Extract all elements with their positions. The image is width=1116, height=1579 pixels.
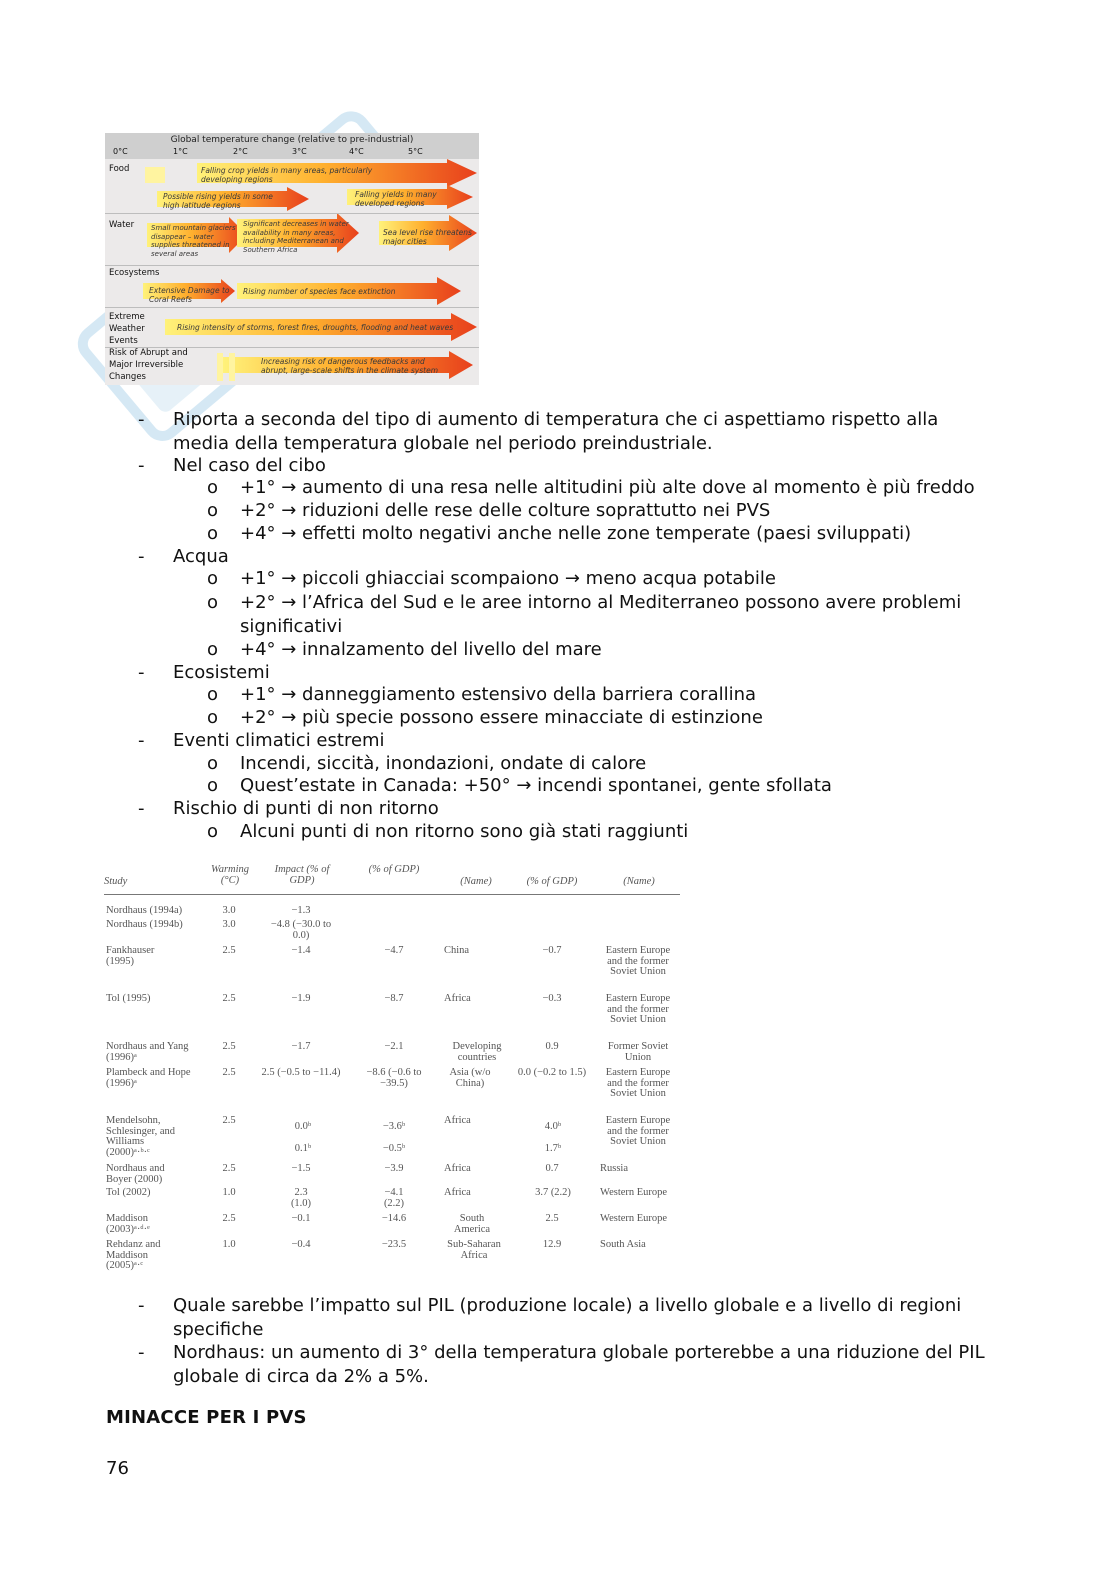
bullet-text: Quale sarebbe l’impatto sul PIL (produzione locale) a livello globale e a livello di regioni specifiche bbox=[173, 1295, 962, 1340]
bullet-text: Nel caso del cibo bbox=[173, 455, 326, 476]
cell-worst-pct: −8.6 (−0.6 to −39.5) bbox=[366, 1067, 422, 1089]
cell-impact: −1.7 bbox=[291, 1041, 311, 1052]
cell-worst-name: Africa bbox=[444, 1115, 471, 1126]
sub-bullet-text: Alcuni punti di non ritorno sono già stati raggiunti bbox=[240, 821, 689, 842]
bullet-marker: - bbox=[138, 798, 145, 819]
cell-warming: 2.5 bbox=[222, 1041, 236, 1052]
cell-impact: −0.1 bbox=[291, 1213, 311, 1224]
row-label-water: Water bbox=[109, 220, 135, 230]
cell-best-name: Western Europe bbox=[600, 1187, 668, 1198]
sub-bullet-text: +1° → piccoli ghiacciai scompaiono → meno acqua potabile bbox=[240, 568, 776, 589]
cell-worst-pct: −8.7 bbox=[384, 993, 404, 1004]
cell-warming: 1.0 bbox=[222, 1187, 236, 1198]
col-header-best-name: (Name) bbox=[623, 876, 655, 887]
row-label-extreme: Weather bbox=[109, 324, 145, 334]
bullet-text: Acqua bbox=[173, 546, 229, 567]
arrow-text: Rising number of species face extinction bbox=[243, 287, 396, 296]
gdp-impact-table bbox=[104, 862, 680, 1272]
sub-bullet-marker: o bbox=[207, 753, 219, 774]
cell-worst-name: China bbox=[444, 945, 470, 956]
cell-impact: −1.3 bbox=[291, 905, 311, 916]
cell-best-name: Former Soviet Union bbox=[607, 1041, 669, 1063]
cell-warming: 3.0 bbox=[222, 905, 236, 916]
cell-best-name: South Asia bbox=[600, 1239, 646, 1250]
sub-bullet-marker: o bbox=[207, 523, 219, 544]
cell-study: Plambeck and Hope (1996)ᵃ bbox=[106, 1067, 191, 1089]
cell-study: Nordhaus and Yang (1996)ᵃ bbox=[106, 1041, 189, 1063]
cell-warming: 1.0 bbox=[222, 1239, 236, 1250]
sub-bullet-marker: o bbox=[207, 684, 219, 705]
arrow bbox=[217, 353, 223, 381]
tick-label: 1°C bbox=[173, 147, 188, 156]
cell-best-pct: −0.3 bbox=[542, 993, 562, 1004]
arrow-text: Small mountain glaciers disappear – water supplies threatened in several areas bbox=[151, 224, 236, 258]
cell-worst-name: Africa bbox=[444, 1187, 471, 1198]
arrow-text: Falling crop yields in many areas, particularly developing regions bbox=[201, 166, 373, 184]
bullet-marker: - bbox=[138, 662, 145, 683]
arrow bbox=[145, 167, 165, 183]
cell-best-pct: 0.9 bbox=[545, 1041, 559, 1052]
sub-bullet-text: +2° → l’Africa del Sud e le aree intorno al Mediterraneo possono avere problemi significativi bbox=[240, 592, 962, 637]
cell-study: Maddison (2003)ᵃ·ᵈ·ᵉ bbox=[106, 1213, 150, 1235]
row-label-ecosystems: Ecosystems bbox=[109, 268, 160, 278]
cell-worst-pct: −23.5 bbox=[381, 1239, 407, 1250]
band-separator bbox=[105, 265, 479, 266]
cell-best-pct: 3.7 (2.2) bbox=[535, 1187, 571, 1198]
arrow-text: Increasing risk of dangerous feedbacks and abrupt, large-scale shifts in the climate system bbox=[261, 357, 438, 375]
col-header-impact: Impact (% of GDP) bbox=[274, 864, 330, 886]
bullet-text: Rischio di punti di non ritorno bbox=[173, 798, 439, 819]
cell-impact: −4.8 (−30.0 to 0.0) bbox=[270, 919, 332, 941]
cell-warming: 2.5 bbox=[222, 1115, 236, 1126]
cell-warming: 2.5 bbox=[222, 1163, 236, 1174]
cell-best-pct: 12.9 bbox=[542, 1239, 562, 1250]
cell-worst-name: Asia (w/o China) bbox=[449, 1067, 491, 1089]
sub-bullet-marker: o bbox=[207, 592, 219, 613]
arrow-text: Possible rising yields in some high latitude regions bbox=[163, 192, 273, 210]
cell-impact: −1.5 bbox=[291, 1163, 311, 1174]
cell-best-pct: 0.0 (−0.2 to 1.5) bbox=[517, 1067, 587, 1078]
cell-study: Nordhaus (1994a) bbox=[106, 905, 183, 916]
cell-best-name: Eastern Europe and the former Soviet Union bbox=[605, 1067, 671, 1099]
bullet-marker: - bbox=[138, 1295, 145, 1316]
sub-bullet-marker: o bbox=[207, 775, 219, 796]
row-label-food: Food bbox=[109, 164, 130, 174]
sub-bullet-text: +2° → riduzioni delle rese delle colture soprattutto nei PVS bbox=[240, 500, 771, 521]
cell-study: Nordhaus and Boyer (2000) bbox=[106, 1163, 165, 1185]
row-label-risk: Changes bbox=[109, 372, 146, 382]
tick-label: 3°C bbox=[292, 147, 307, 156]
bullet-text: Riporta a seconda del tipo di aumento di temperatura che ci aspettiamo rispetto alla media della temperatura globale nel periodo preindustriale. bbox=[173, 409, 939, 454]
sub-bullet-marker: o bbox=[207, 568, 219, 589]
sub-bullet-marker: o bbox=[207, 500, 219, 521]
arrow-text: Significant decreases in water availability in many areas, including Mediterranean and Southern Africa bbox=[243, 220, 349, 254]
col-header-best-pct: (% of GDP) bbox=[526, 876, 578, 887]
cell-worst-name: Developing countries bbox=[452, 1041, 502, 1063]
cell-best-pct: 0.7 bbox=[545, 1163, 559, 1174]
arrow-text: Extensive Damage to Coral Reefs bbox=[149, 286, 230, 304]
col-header-warming: Warming (°C) bbox=[210, 864, 250, 886]
section-heading: MINACCE PER I PVS bbox=[106, 1407, 307, 1428]
cell-study: Fankhauser (1995) bbox=[106, 945, 155, 967]
cell-study: Nordhaus (1994b) bbox=[106, 919, 183, 930]
bullet-text: Nordhaus: un aumento di 3° della temperatura globale porterebbe a una riduzione del PIL globale di circa da 2% a 5%. bbox=[173, 1342, 985, 1387]
page-number: 76 bbox=[106, 1458, 129, 1479]
cell-worst-pct: −4.7 bbox=[384, 945, 404, 956]
cell-study: Tol (1995) bbox=[106, 993, 151, 1004]
cell-study: Rehdanz and Maddison (2005)ᵃ·ᶜ bbox=[106, 1239, 161, 1271]
cell-worst-pct: −14.6 bbox=[381, 1213, 407, 1224]
cell-best-name: Eastern Europe and the former Soviet Union bbox=[605, 1115, 671, 1147]
cell-study: Mendelsohn, Schlesinger, and Williams (2000)ᵃ·ᵇ·ᶜ bbox=[106, 1115, 175, 1158]
arrow-text: Rising intensity of storms, forest fires, droughts, flooding and heat waves bbox=[177, 323, 454, 332]
cell-worst-name: South America bbox=[453, 1213, 491, 1235]
cell-impact: 0.0ᵇ 0.1ᵇ bbox=[294, 1121, 312, 1154]
sub-bullet-text: Quest’estate in Canada: +50° → incendi spontanei, gente sfollata bbox=[240, 775, 832, 796]
sub-bullet-marker: o bbox=[207, 477, 219, 498]
cell-best-name: Russia bbox=[600, 1163, 629, 1174]
sub-bullet-text: +4° → effetti molto negativi anche nelle zone temperate (paesi sviluppati) bbox=[240, 523, 912, 544]
cell-worst-pct: −3.6ᵇ −0.5ᵇ bbox=[382, 1121, 406, 1154]
bullet-text: Ecosistemi bbox=[173, 662, 270, 683]
cell-best-pct: 2.5 bbox=[545, 1213, 559, 1224]
bullet-marker: - bbox=[138, 409, 145, 430]
sub-bullet-text: +2° → più specie possono essere minacciate di estinzione bbox=[240, 707, 763, 728]
cell-worst-pct: −3.9 bbox=[384, 1163, 404, 1174]
cell-impact: −1.9 bbox=[291, 993, 311, 1004]
sub-bullet-text: +4° → innalzamento del livello del mare bbox=[240, 639, 602, 660]
cell-impact: 2.3 (1.0) bbox=[290, 1187, 312, 1209]
sub-bullet-marker: o bbox=[207, 707, 219, 728]
tick-label: 2°C bbox=[233, 147, 248, 156]
cell-worst-pct: −2.1 bbox=[384, 1041, 404, 1052]
cell-impact: −1.4 bbox=[291, 945, 311, 956]
cell-warming: 2.5 bbox=[222, 993, 236, 1004]
cell-best-pct: 4.0ᵇ 1.7ᵇ bbox=[544, 1121, 562, 1154]
sub-bullet-text: Incendi, siccità, inondazioni, ondate di calore bbox=[240, 753, 647, 774]
sub-bullet-text: +1° → danneggiamento estensivo della barriera corallina bbox=[240, 684, 757, 705]
cell-impact: 2.5 (−0.5 to −11.4) bbox=[261, 1067, 341, 1078]
row-label-risk: Risk of Abrupt and bbox=[109, 348, 188, 358]
cell-warming: 2.5 bbox=[222, 1067, 236, 1078]
bullet-marker: - bbox=[138, 546, 145, 567]
sub-bullet-text: +1° → aumento di una resa nelle altitudini più alte dove al momento è più freddo bbox=[240, 477, 975, 498]
tick-label: 5°C bbox=[408, 147, 423, 156]
cell-worst-name: Africa bbox=[444, 1163, 471, 1174]
tick-label: 0°C bbox=[113, 147, 128, 156]
table-rule bbox=[104, 894, 680, 895]
row-label-extreme: Events bbox=[109, 336, 138, 346]
sub-bullet-marker: o bbox=[207, 821, 219, 842]
bullet-text: Eventi climatici estremi bbox=[173, 730, 385, 751]
bullet-marker: - bbox=[138, 455, 145, 476]
figure-header-title: Global temperature change (relative to pre-industrial) bbox=[170, 135, 414, 145]
cell-best-name: Eastern Europe and the former Soviet Union bbox=[605, 945, 671, 977]
cell-warming: 2.5 bbox=[222, 1213, 236, 1224]
col-header-study: Study bbox=[104, 876, 128, 887]
cell-worst-pct: −4.1 (2.2) bbox=[383, 1187, 405, 1209]
band-separator bbox=[105, 213, 479, 214]
bullet-marker: - bbox=[138, 1342, 145, 1363]
cell-warming: 3.0 bbox=[222, 919, 236, 930]
col-header-worst-pct: (% of GDP) bbox=[368, 864, 420, 875]
row-label-extreme: Extreme bbox=[109, 312, 145, 322]
tick-label: 4°C bbox=[349, 147, 364, 156]
cell-worst-name: Sub-Saharan Africa bbox=[447, 1239, 501, 1261]
bullet-marker: - bbox=[138, 730, 145, 751]
cell-worst-name: Africa bbox=[444, 993, 471, 1004]
cell-study: Tol (2002) bbox=[106, 1187, 151, 1198]
sub-bullet-marker: o bbox=[207, 639, 219, 660]
cell-best-pct: −0.7 bbox=[542, 945, 562, 956]
climate-impacts-figure bbox=[105, 133, 479, 385]
cell-impact: −0.4 bbox=[291, 1239, 311, 1250]
arrow-text: Sea level rise threatens major cities bbox=[383, 228, 472, 246]
cell-warming: 2.5 bbox=[222, 945, 236, 956]
cell-best-name: Western Europe bbox=[600, 1213, 668, 1224]
col-header-worst-name: (Name) bbox=[460, 876, 492, 887]
arrow-text: Falling yields in many developed regions bbox=[355, 190, 437, 208]
band-separator bbox=[105, 307, 479, 308]
row-label-risk: Major Irreversible bbox=[109, 360, 184, 370]
cell-best-name: Eastern Europe and the former Soviet Union bbox=[605, 993, 671, 1025]
arrow bbox=[229, 353, 235, 381]
